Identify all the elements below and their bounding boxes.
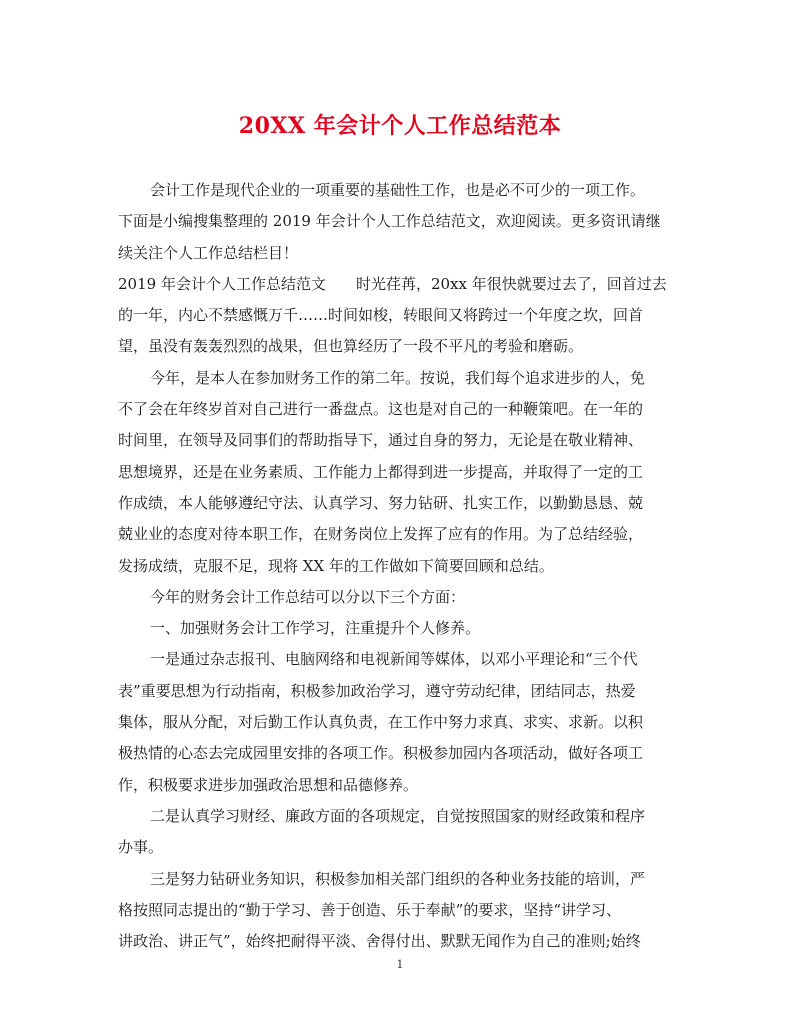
page-number: 1 — [396, 958, 404, 971]
text-line: 作成绩，本人能够遵纪守法、认真学习、努力钻研、扎实工作，以勤勤恳恳、兢 — [118, 493, 644, 512]
text-line: 一是通过杂志报刊、电脑网络和电视新闻等媒体，以邓小平理论和“三个代 — [150, 650, 638, 669]
text-line: 会计工作是现代企业的一项重要的基础性工作，也是必不可少的一项工作。 — [150, 181, 646, 199]
text-line: 2019 年会计个人工作总结范文 时光荏苒，20xx 年很快就要过去了，回首过去 — [118, 274, 667, 293]
document-body — [118, 175, 688, 957]
text-line: 今年的财务会计工作总结可以分以下三个方面： — [150, 587, 466, 606]
text-line: 二是认真学习财经、廉政方面的各项规定，自觉按照国家的财经政策和程序 — [150, 806, 646, 825]
text-line: 发扬成绩，克服不足，现将 XX 年的工作做如下简要回顾和总结。 — [118, 556, 554, 575]
text-line: 的一年，内心不禁感慨万千……时间如梭，转眼间又将跨过一个年度之坎，回首 — [118, 306, 644, 325]
text-line: 今年，是本人在参加财务工作的第二年。按说，我们每个追求进步的人，免 — [150, 368, 646, 387]
text-line: 讲政治、讲正气”，始终把耐得平淡、舍得付出、默默无闻作为自己的准则;始终 — [118, 932, 641, 951]
text-line: 思想境界，还是在业务素质、工作能力上都得到进一步提高，并取得了一定的工 — [118, 462, 644, 481]
text-line: 时间里，在领导及同事们的帮助指导下，通过自身的努力，无论是在敬业精神、 — [118, 431, 644, 450]
text-line: 不了会在年终岁首对自己进行一番盘点。这也是对自己的一种鞭策吧。在一年的 — [118, 400, 644, 419]
text-line: 办事。 — [118, 838, 164, 857]
document-title: 20XX 年会计个人工作总结范本 — [238, 113, 562, 139]
text-line: 续关注个人工作总结栏目！ — [118, 243, 299, 262]
text-line: 极热情的心态去完成园里安排的各项工作。积极参加园内各项活动，做好各项工 — [118, 744, 644, 763]
text-line: 兢业业的态度对待本职工作，在财务岗位上发挥了应有的作用。为了总结经验， — [118, 525, 644, 544]
text-line: 表”重要思想为行动指南，积极参加政治学习，遵守劳动纪律，团结同志，热爱 — [118, 681, 636, 700]
text-line: 格按照同志提出的“勤于学习、善于创造、乐于奉献”的要求，坚持“讲学习、 — [118, 900, 622, 919]
text-line: 集体，服从分配，对后勤工作认真负责，在工作中努力求真、求实、求新。以积 — [118, 713, 644, 732]
text-line: 下面是小编搜集整理的 2019 年会计个人工作总结范文，欢迎阅读。更多资讯请继 — [118, 212, 661, 231]
text-line: 望，虽没有轰轰烈烈的战果，但也算经历了一段不平凡的考验和磨砺。 — [118, 337, 584, 356]
text-line: 三是努力钻研业务知识，积极参加相关部门组织的各种业务技能的培训，严 — [150, 869, 646, 888]
text-line: 作，积极要求进步加强政治思想和品德修养。 — [118, 775, 419, 794]
text-line: 一、加强财务会计工作学习，注重提升个人修养。 — [150, 619, 481, 638]
